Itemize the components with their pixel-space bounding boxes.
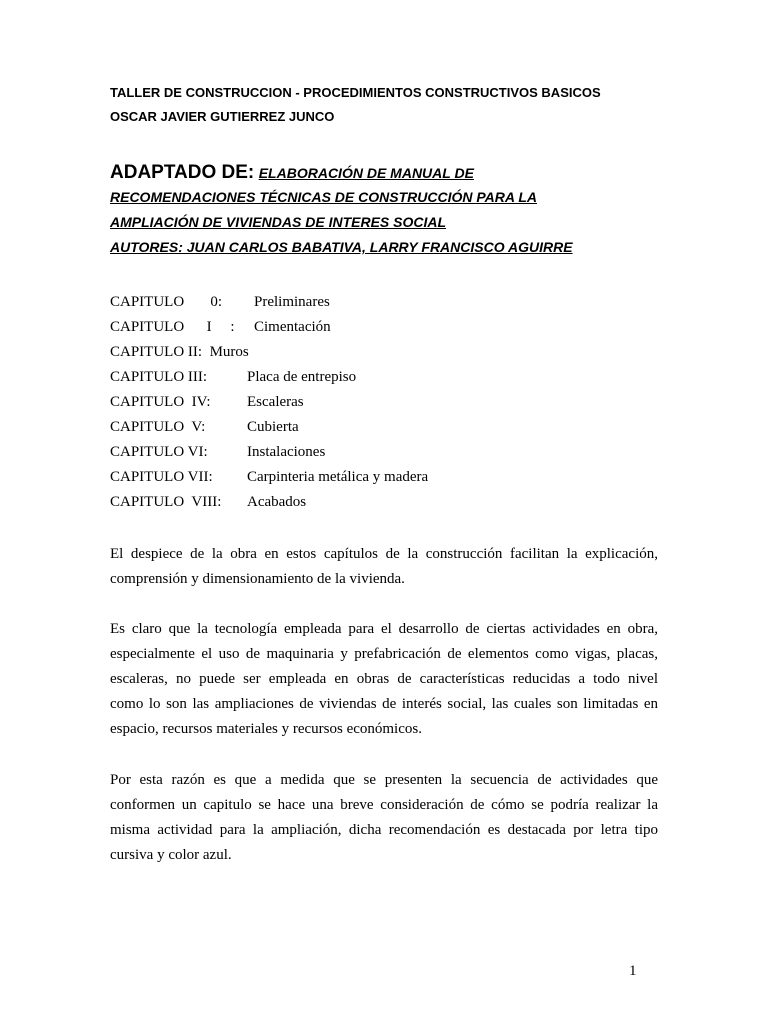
header-author: OSCAR JAVIER GUTIERREZ JUNCO	[110, 109, 335, 124]
adapted-line-2	[110, 185, 670, 210]
adapted-line-4	[110, 235, 670, 260]
chapter-label: CAPITULO III:	[110, 369, 208, 385]
chapter-title: Escaleras	[247, 394, 304, 410]
paragraph-line: como lo son las ampliaciones de viviendas de interés social, las cuales son limitadas en	[110, 696, 658, 712]
paragraph-line: espacio, recursos materiales y recursos económicos.	[110, 721, 422, 737]
header-title: TALLER DE CONSTRUCCION - PROCEDIMIENTOS CONSTRUCTIVOS BASICOS	[110, 85, 601, 100]
paragraph-line: conformen un capitulo se hace una breve consideración de cómo se podría realizar la	[110, 797, 658, 813]
chapter-label: CAPITULO IV:	[110, 394, 211, 410]
chapter-label: CAPITULO II: Muros	[110, 344, 249, 360]
body-paragraph	[110, 768, 658, 868]
chapter-label: CAPITULO VII:	[110, 469, 213, 485]
chapter-title: Acabados	[247, 494, 307, 510]
source-title-line-1: ELABORACIÓN DE MANUAL DE	[258, 165, 474, 181]
paragraph-line: escaleras, no puede ser empleada en obras de características reducidas a todo nivel	[110, 671, 658, 687]
chapter-title: Cubierta	[247, 419, 299, 435]
chapter-title: Placa de entrepiso	[247, 369, 357, 385]
chapter-title: Carpinteria metálica y madera	[247, 469, 429, 485]
adapted-from-block	[110, 160, 670, 260]
paragraph-line: Por esta razón es que a medida que se presenten la secuencia de actividades que	[110, 772, 658, 788]
paragraph-line: misma actividad para la ampliación, dicha recomendación es destacada por letra tipo	[110, 822, 658, 838]
source-title-line-3: AMPLIACIÓN DE VIVIENDAS DE INTERES SOCIAL	[110, 214, 447, 230]
adapted-lead: ADAPTADO DE:	[110, 162, 255, 183]
paragraph-line: El despiece de la obra en estos capítulos de la construcción facilitan la explicación,	[110, 546, 658, 562]
chapter-label: CAPITULO V:	[110, 419, 206, 435]
adapted-line-3	[110, 210, 670, 235]
paragraph-line: comprensión y dimensionamiento de la vivienda.	[110, 571, 405, 587]
chapter-label: CAPITULO I :	[110, 319, 235, 335]
paragraph-line: Es claro que la tecnología empleada para el desarrollo de ciertas actividades en obra,	[110, 621, 658, 637]
chapter-label: CAPITULO VI:	[110, 444, 208, 460]
adapted-line-1	[110, 160, 670, 185]
chapter-title: Instalaciones	[247, 444, 326, 460]
chapter-title: Preliminares	[254, 294, 330, 310]
chapter-label: CAPITULO VIII:	[110, 494, 222, 510]
body-paragraph	[110, 617, 658, 742]
source-authors: AUTORES: JUAN CARLOS BABATIVA, LARRY FRANCISCO AGUIRRE	[110, 239, 573, 255]
chapter-title: Cimentación	[254, 319, 331, 335]
page-number: 1	[629, 963, 637, 979]
source-title-line-2: RECOMENDACIONES TÉCNICAS DE CONSTRUCCIÓN PARA LA	[110, 189, 538, 205]
chapter-label: CAPITULO 0:	[110, 294, 223, 310]
body-paragraph	[110, 542, 658, 592]
paragraph-line: especialmente el uso de maquinaria y prefabricación de elementos como vigas, placas,	[110, 646, 658, 662]
paragraph-line: cursiva y color azul.	[110, 847, 232, 863]
